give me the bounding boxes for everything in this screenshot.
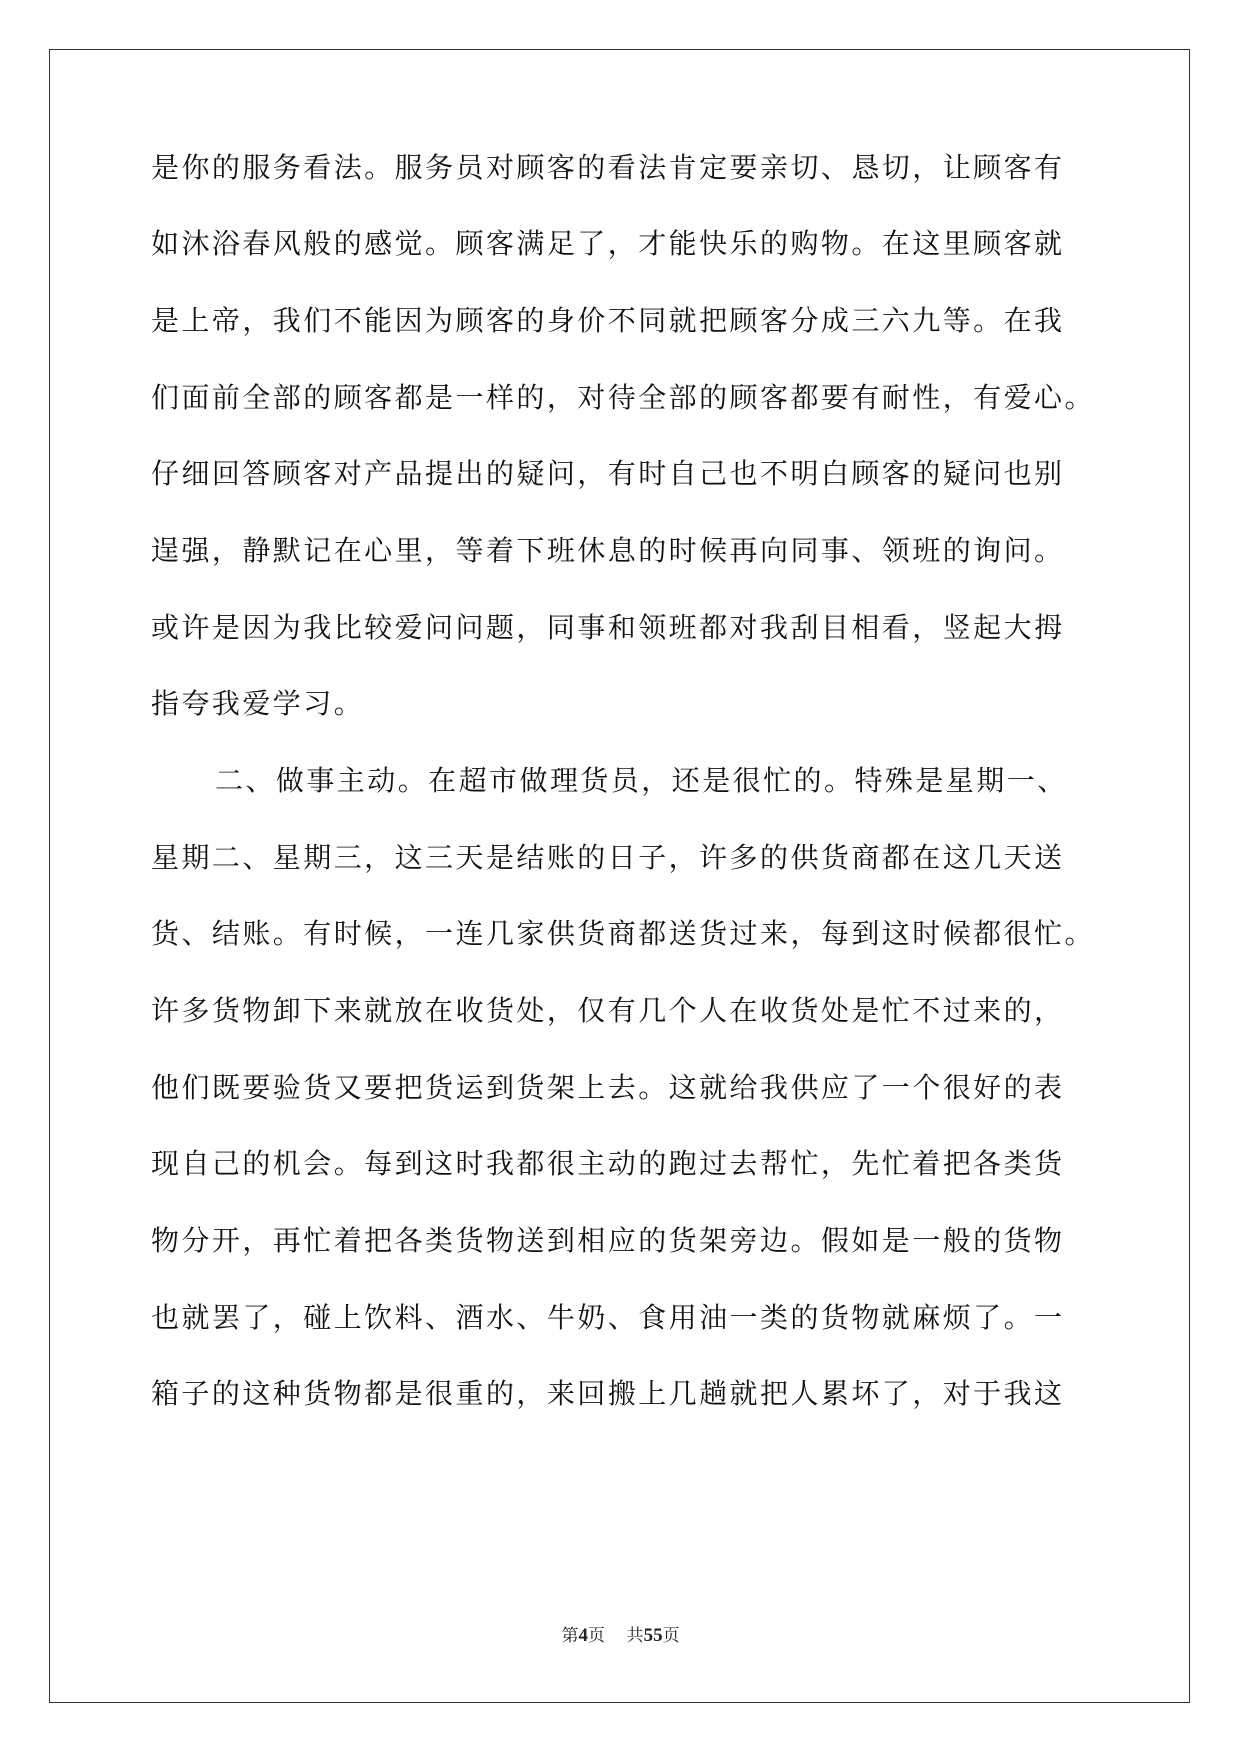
text-line: 是你的服务看法。服务员对顾客的看法肯定要亲切、恳切，让顾客有 [151, 151, 1065, 184]
text-line: 货、结账。有时候，一连几家供货商都送货过来，每到这时候都很忙。 [151, 917, 1095, 950]
page-footer [0, 1624, 1241, 1648]
text-line: 物分开，再忙着把各类货物送到相应的货架旁边。假如是一般的货物 [151, 1224, 1065, 1257]
paragraph-start-line: 二、做事主动。在超市做理货员，还是很忙的。特殊是星期一、 [215, 764, 1068, 797]
text-line: 也就罢了，碰上饮料、酒水、牛奶、食用油一类的货物就麻烦了。一 [151, 1301, 1065, 1334]
footer-mid: 页 共 [587, 1626, 644, 1646]
text-line: 现自己的机会。每到这时我都很主动的跑过去帮忙，先忙着把各类货 [151, 1147, 1065, 1180]
footer-prefix: 第 [561, 1626, 579, 1646]
text-line: 他们既要验货又要把货运到货架上去。这就给我供应了一个很好的表 [151, 1071, 1065, 1104]
text-line: 逞强，静默记在心里，等着下班休息的时候再向同事、领班的询问。 [151, 534, 1065, 567]
text-line: 是上帝，我们不能因为顾客的身价不同就把顾客分成三六九等。在我 [151, 304, 1065, 337]
text-line: 仔细回答顾客对产品提出的疑问，有时自己也不明白顾客的疑问也别 [151, 457, 1065, 490]
text-line: 们面前全部的顾客都是一样的，对待全部的顾客都要有耐性，有爱心。 [151, 381, 1095, 414]
footer-suffix: 页 [662, 1626, 680, 1646]
current-page-number: 4 [578, 1625, 588, 1646]
text-line: 箱子的这种货物都是很重的，来回搬上几趟就把人累坏了，对于我这 [151, 1377, 1065, 1410]
text-line: 指夸我爱学习。 [151, 687, 365, 720]
text-line: 如沐浴春风般的感觉。顾客满足了，才能快乐的购物。在这里顾客就 [151, 227, 1065, 260]
total-page-count: 55 [643, 1625, 663, 1646]
text-line: 许多货物卸下来就放在收货处，仅有几个人在收货处是忙不过来的， [151, 994, 1065, 1027]
text-line: 星期二、星期三，这三天是结账的日子，许多的供货商都在这几天送 [151, 841, 1065, 874]
text-line: 或许是因为我比较爱问问题，同事和领班都对我刮目相看，竖起大拇 [151, 611, 1065, 644]
